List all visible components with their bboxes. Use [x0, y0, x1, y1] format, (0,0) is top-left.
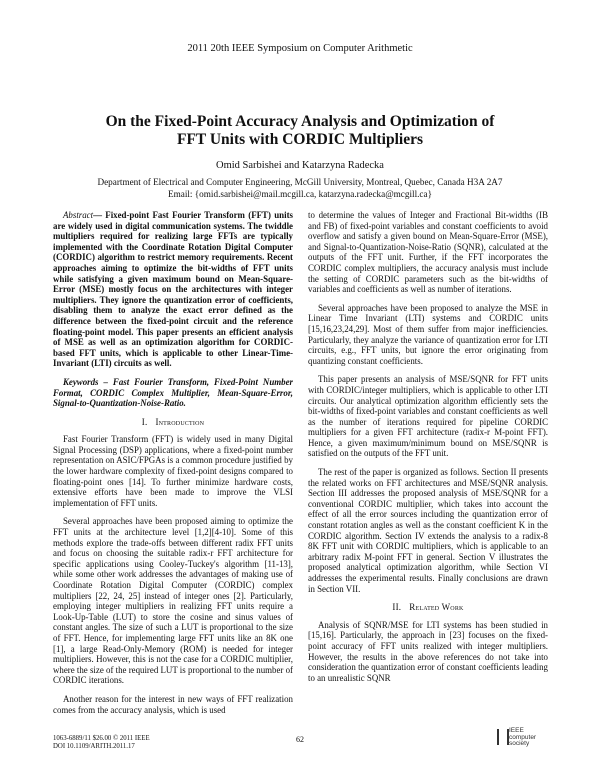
logo-line-2: computer	[509, 733, 537, 741]
paragraph: Analysis of SQNR/MSE for LTI systems has been studied in [15,16]. Particularly, the approach in [23] focuses on the fixed-point accuracy of FFT units realized with integer multipliers. However, the results in the above references do not take into consideration the quantization error of constant coefficients leading to an unrealistic SQNR	[308, 619, 548, 683]
doi-line: DOI 10.1109/ARITH.2011.17	[53, 743, 135, 750]
title-line-2: FFT Units with CORDIC Multipliers	[176, 131, 423, 148]
affiliation: Department of Electrical and Computer Engineering, McGill University, Montreal, Quebec, Canada H3A 2A7	[97, 177, 503, 187]
logo-mark-icon	[497, 729, 509, 745]
author-names: Omid Sarbishei and Katarzyna Radecka	[216, 160, 384, 171]
right-column	[308, 210, 548, 691]
copyright-line: 1063-6889/11 $26.00 © 2011 IEEE	[53, 735, 150, 742]
section-number: I.	[141, 416, 148, 427]
page-number: 62	[296, 735, 304, 744]
section-title: Introduction	[155, 416, 205, 427]
email: Email: {omid.sarbishei@mail.mcgill.ca, katarzyna.radecka@mcgill.ca}	[167, 189, 432, 199]
paragraph: Another reason for the interest in new ways of FFT realization comes from the accuracy analysis, which is used	[53, 693, 293, 715]
left-column	[53, 210, 293, 723]
abstract	[53, 210, 293, 369]
computer-society-logo	[497, 727, 549, 749]
abstract-lead: Abstract	[63, 210, 94, 220]
paragraph: Fast Fourier Transform (FFT) is widely used in many Digital Signal Processing (DSP) applications, where a fixed-point number representation on ASIC/FPGAs is a common procedure justified by the lower hardware complexity of fixed-point designs compared to floating-point ones [14]. To further minimize hardware costs, extensive efforts have been made to improve the VLSI implementation of FFT units.	[53, 434, 293, 508]
paragraph: Several approaches have been proposed aiming to optimize the FFT units at the architecture level [1,2][4-10]. Some of this methods explore the trade-offs between different radix FFT units and focus on choosing the suitable radix-r FFT architecture for specific applications using Cooley-Tuckey's algorithm [11-13], while some other work addresses the advantages of making use of Coordinate Rotation Digital Computer (CORDIC) complex multipliers [22, 24, 25] instead of integer ones [2]. Particularly, employing integer multipliers in realizing FFT units require a Look-Up-Table (LUT) to store the cosine and sinus values of constant angles. The size of such a LUT is proportional to the size of FFT. Hence, for implementing large FFT units like an 8K one [1], a large Read-Only-Memory (ROM) is needed for integer multipliers. However, this is not the case for a CORDIC multiplier, where the size of the required LUT is proportional to the number of CORDIC iterations.	[53, 516, 293, 686]
logo-line-3: society	[509, 740, 530, 747]
author-block	[0, 160, 600, 200]
paper-title	[60, 113, 540, 149]
paragraph: This paper presents an analysis of MSE/SQNR for FFT units with CORDIC/integer multipliers, which is applicable to other LTI circuits. Our analytical optimization algorithm efficiently sets the bit-widths of fixed-point variables and constant coefficients as well as the number of iterations required for pipeline CORDIC multipliers for a given FFT architecture (radix-r M-point FFT). Hence, a given maximum/minimum bound on MSE/SQNR is satisfied on the outputs of the FFT unit.	[308, 374, 548, 459]
paragraph: Several approaches have been proposed to analyze the MSE in Linear Time Invariant (LTI) systems and CORDIC units [15,16,23,24,29]. Most of them suffer from major inefficiencies. Particularly, they analyze the variance of quantization error for LTI circuits, e.g., FFT units, but ignore the error originating from quantizing constant coefficients.	[308, 302, 548, 366]
section-heading-introduction	[53, 417, 293, 428]
section-heading-related-work	[308, 602, 548, 613]
logo-line-1: IEEE	[509, 727, 524, 734]
section-number: II.	[392, 602, 402, 613]
title-line-1: On the Fixed-Point Accuracy Analysis and Optimization of	[105, 113, 495, 130]
abstract-body: — Fixed-point Fast Fourier Transform (FFT) units are widely used in digital communication systems. The twiddle multipliers required for realizing large FFTs are typically implemented with the Coordinate Rotation Digital Computer (CORDIC) algorithm to restrict memory requirements. Recent approaches aiming to optimize the bit-widths of FFT units while satisfying a given maximum bound on Mean-Square-Error (MSE) mostly focus on the architectures with integer multipliers. They ignore the quantization error of coefficients, disabling them to analyze the exact error defined as the difference between the fixed-point circuit and the reference floating-point model. This paper presents an efficient analysis of MSE as well as an optimization algorithm for CORDIC-based FFT units, which is applicable to other Linear-Time-Invariant (LTI) circuits as well.	[53, 210, 293, 369]
paragraph: to determine the values of Integer and Fractional Bit-widths (IB and FB) of fixed-point variables and constant coefficients to avoid overflow and satisfy a given bound on Mean-Square-Error (MSE), and Signal-to-Quantization-Noise-Ratio (SQNR), calculated at the outputs of the FFT unit. Further, if the FFT incorporates the CORDIC complex multipliers, the accuracy analysis must include the setting of CORDIC parameters such as the bit-widths of variables and coefficients as well as number of iterations.	[308, 210, 548, 295]
running-header: 2011 20th IEEE Symposium on Computer Arithmetic	[187, 43, 413, 54]
paragraph: The rest of the paper is organized as follows. Section II presents the related works on FFT architectures and MSE/SQNR analysis. Section III addresses the proposed analysis of MSE/SQNR for a conventional CORDIC multiplier, which takes into account the effect of all the error sources including the quantization error of constant rotation angles as well as the constant coefficient K in the CORDIC algorithm. Section IV extends the analysis to a radix-8 8K FFT unit with CORDIC multipliers, which is applicable to an arbitrary radix M-point FFT in general. Section V illustrates the proposed analytical optimization algorithm, while Section VI addresses the experimental results. Finally conclusions are drawn in Section VII.	[308, 467, 548, 594]
keywords: Keywords – Fast Fourier Transform, Fixed-Point Number Format, CORDIC Complex Multiplier, Mean-Square-Error, Signal-to-Quantization-Noise-Ratio.	[53, 376, 293, 409]
section-title: Related Work	[409, 602, 464, 613]
logo-text	[509, 728, 536, 748]
